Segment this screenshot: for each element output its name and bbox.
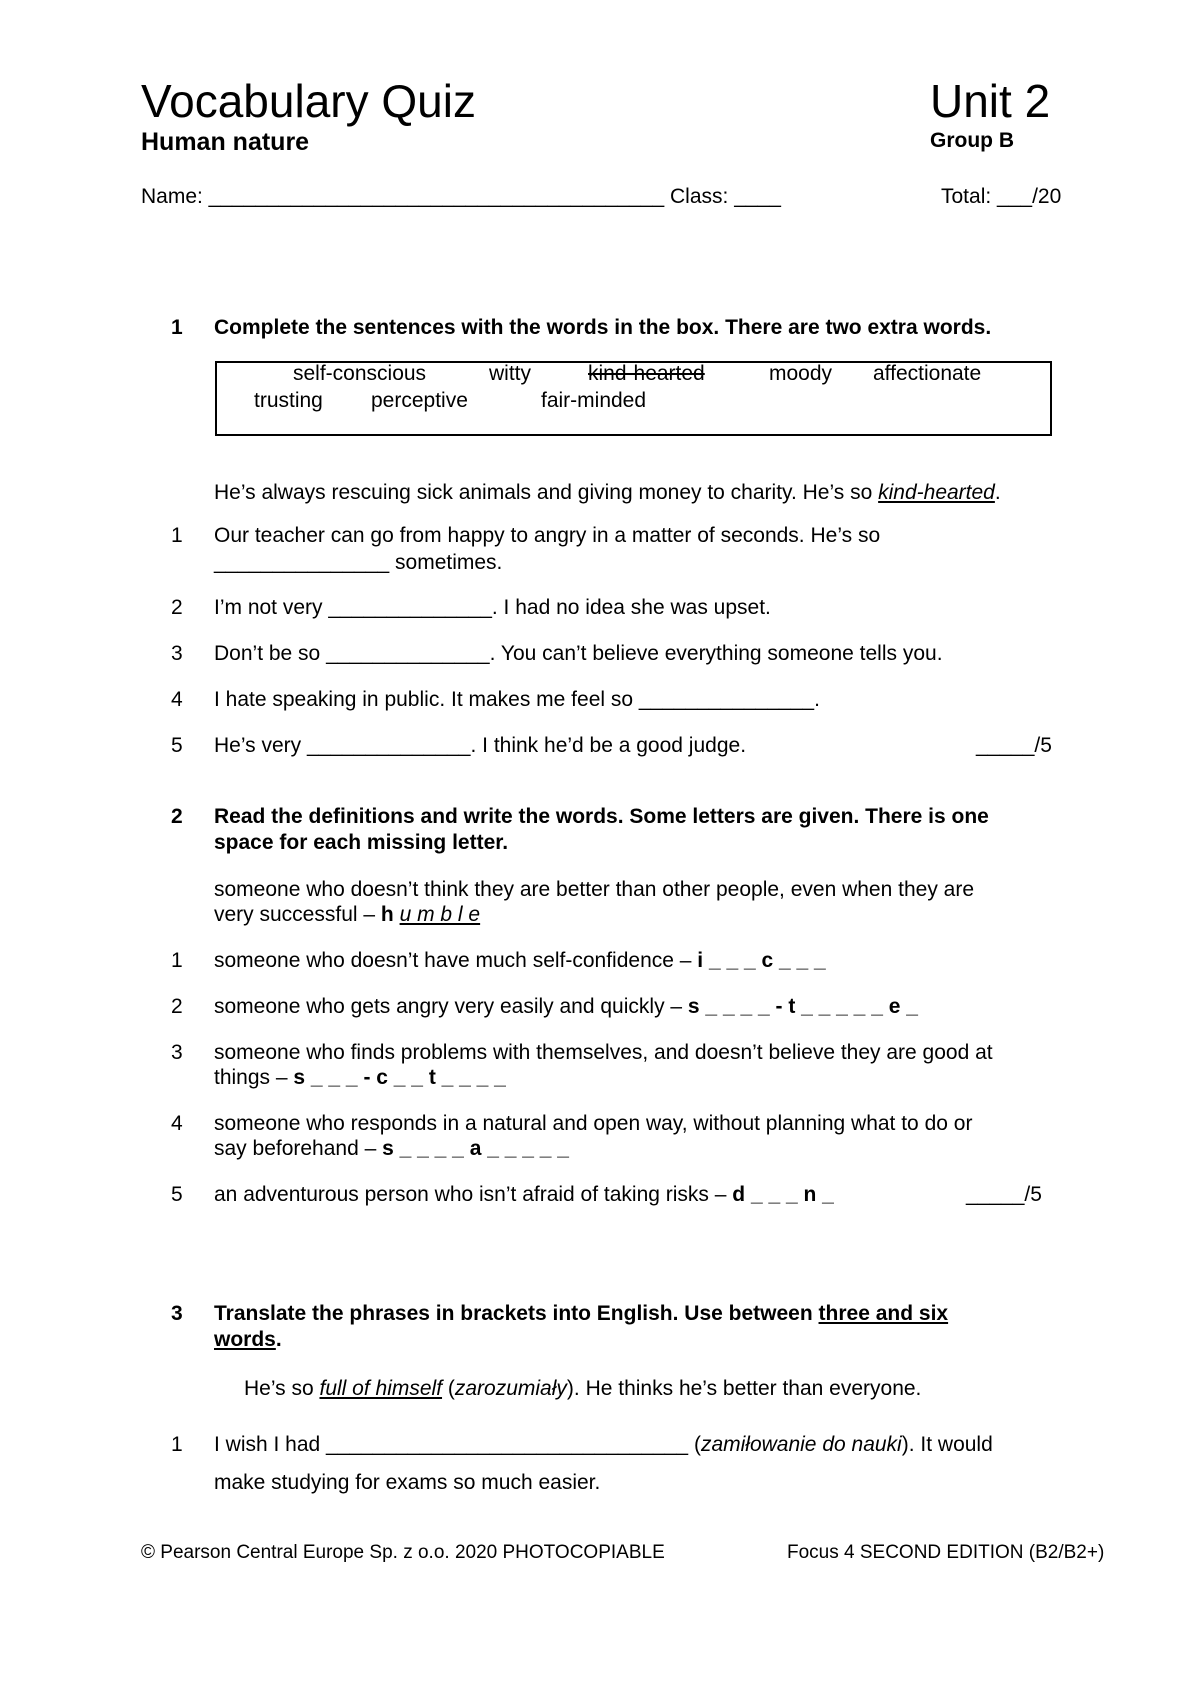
item-number: 3 [171,1041,183,1064]
word-box-item: affectionate [873,362,982,385]
example-answer: kind-hearted [878,481,995,504]
polish-phrase: zarozumiały [454,1377,567,1400]
section-1-number: 1 [171,316,183,339]
letter-pattern: s _ _ _ _ a _ _ _ _ _ [382,1137,569,1160]
page-title: Vocabulary Quiz [141,75,476,127]
section-3-number: 3 [171,1302,183,1325]
letter-pattern: s _ _ _ - c _ _ t _ _ _ _ [293,1066,506,1089]
page-subtitle: Human nature [141,128,310,156]
definition-text: someone who doesn’t have much self-confidence – [214,949,698,972]
word-box-item: fair-minded [541,389,647,412]
example-end: . [994,481,1001,504]
section-2-score: _____/5 [966,1183,1042,1206]
section-2-item-3-line-1: someone who finds problems with themselves, and doesn’t believe they are good at [214,1041,993,1064]
unit-label: Unit 2 [930,75,1051,127]
word-box-item: perceptive [371,389,468,412]
instruction-text: Translate the phrases in brackets into English. Use between [214,1302,819,1325]
section-3-item-1-line-2: make studying for exams so much easier. [214,1471,601,1494]
section-2-item-4-line-2 [214,1137,569,1161]
footer-copyright: © Pearson Central Europe Sp. z o.o. 2020 PHOTOCOPIABLE [141,1542,665,1563]
section-2-item-4-line-1: someone who responds in a natural and open way, without planning what to do or [214,1112,973,1135]
footer-edition: Focus 4 SECOND EDITION (B2/B2+) [787,1542,1105,1563]
item-number: 1 [171,1433,183,1456]
item-text: I wish I had _______________________________ ( [214,1433,701,1456]
section-1-score: _____/5 [976,734,1052,757]
definition-text: an adventurous person who isn’t afraid of taking risks – [214,1183,733,1206]
section-3-instruction-line-1 [214,1302,948,1326]
item-number: 1 [171,949,183,972]
section-1-item-1-line-1: Our teacher can go from happy to angry in a matter of seconds. He’s so [214,524,881,547]
example-answer: full of himself [319,1377,443,1400]
item-number: 1 [171,524,183,547]
example-text: very successful – [214,903,381,926]
item-number: 5 [171,734,183,757]
section-2-item-3-line-2 [214,1066,506,1090]
item-number: 5 [171,1183,183,1206]
section-1-item-3: Don’t be so ______________. You can’t believe everything someone tells you. [214,642,943,665]
section-1-item-1-line-2: _______________ sometimes. [214,551,503,574]
section-3-example [244,1377,921,1401]
section-2-number: 2 [171,805,183,828]
group-label: Group B [930,129,1014,152]
section-2-item-2 [214,995,918,1019]
letter-pattern: s _ _ _ _ - t _ _ _ _ _ e _ [687,995,918,1018]
name-class-line: Name: _______________________________________ Class: ____ [141,185,781,208]
section-2-instruction-line-1: Read the definitions and write the words. Some letters are given. There is one [214,805,989,828]
section-1-example [214,481,1001,505]
word-box-item: trusting [254,389,323,412]
word-box-item: witty [489,362,531,385]
example-text: ). He thinks he’s better than everyone. [566,1377,922,1400]
instruction-emphasis: words [214,1328,276,1351]
section-2-example-line-2 [214,903,480,927]
example-given-letter: h [380,903,394,926]
example-text: ( [442,1377,455,1400]
instruction-emphasis: three and six [818,1302,949,1325]
item-number: 4 [171,1112,183,1135]
polish-phrase: zamiłowanie do nauki [700,1433,902,1456]
letter-pattern: d _ _ _ n _ [732,1183,834,1206]
total-line: Total: ___/20 [941,185,1062,208]
definition-text: say beforehand – [214,1137,383,1160]
item-number: 2 [171,596,183,619]
word-box-item: moody [769,362,833,385]
section-1-instruction: Complete the sentences with the words in the box. There are two extra words. [214,316,992,339]
word-box-item-used: kind-hearted [588,362,705,385]
example-text: He’s always rescuing sick animals and giving money to charity. He’s so [214,481,879,504]
item-number: 4 [171,688,183,711]
section-1-item-4: I hate speaking in public. It makes me feel so _______________. [214,688,820,711]
section-2-item-1 [214,949,826,973]
definition-text: someone who gets angry very easily and quickly – [214,995,688,1018]
section-3-instruction-line-2 [214,1328,282,1352]
section-2-item-5 [214,1183,834,1207]
instruction-end: . [275,1328,282,1351]
example-text: He’s so [244,1377,320,1400]
example-answer: u m b l e [399,903,481,926]
item-number: 2 [171,995,183,1018]
section-2-instruction-line-2: space for each missing letter. [214,831,509,854]
item-text: ). It would [901,1433,993,1456]
section-2-example-line-1: someone who doesn’t think they are better than other people, even when they are [214,878,974,901]
definition-text: things – [214,1066,294,1089]
section-3-item-1-line-1 [214,1433,993,1457]
letter-pattern: i _ _ _ c _ _ _ [697,949,826,972]
section-1-item-5: He’s very ______________. I think he’d be a good judge. [214,734,747,757]
section-1-item-2: I’m not very ______________. I had no idea she was upset. [214,596,771,619]
item-number: 3 [171,642,183,665]
word-box-item: self-conscious [293,362,427,385]
